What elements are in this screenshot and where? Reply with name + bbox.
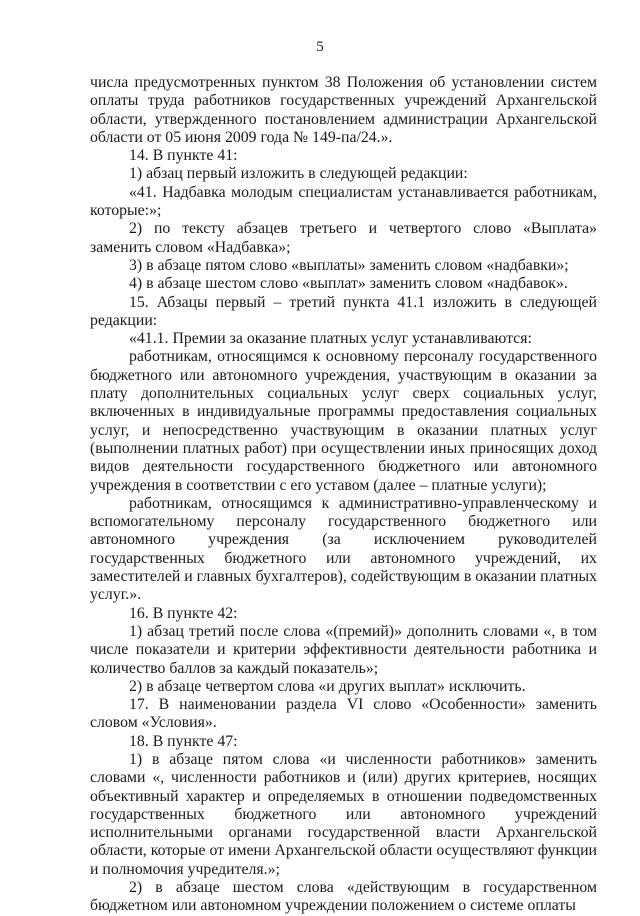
paragraph: 15. Абзацы первый – третий пункта 41.1 изложить в следующей редакции:	[90, 293, 597, 329]
paragraph: 1) в абзаце пятом слова «и численности работников» заменить словами «, численности работников и (или) других критериев, носящих объективный характер и определяемых в отношении подведомственных государственных бюджетного или автономного учреждений исполнительными органами государственной власти Архангельской области, которые от имени Архангельской области осуществляют функции и полномочия учредителя.»;	[90, 750, 597, 878]
paragraph: «41.1. Премии за оказание платных услуг устанавливаются:	[129, 330, 532, 348]
paragraph: 3) в абзаце пятом слово «выплаты» заменить словом «надбавки»;	[129, 256, 569, 274]
paragraph: работникам, относящимся к административно-управленческому и вспомогательному персоналу государственного бюджетного или автономного учреждения (за исключением руководителей государственных бюджетного или автономного учреждений, их заместителей и главных бухгалтеров), содействующим в оказании платных услуг.».	[90, 494, 597, 604]
page-number: 5	[316, 39, 324, 55]
paragraph: числа предусмотренных пунктом 38 Положения об установлении систем оплаты труда работников государственных учреждений Архангельской области, утвержденного постановлением администрации Архангельской области от 05 июня 2009 года № 149-па/24.».	[90, 74, 597, 146]
paragraph: 4) в абзаце шестом слово «выплат» заменить словом «надбавок».	[129, 275, 568, 293]
paragraph: 17. В наименовании раздела VI слово «Особенности» заменить словом «Условия».	[90, 696, 597, 732]
paragraph: 1) абзац первый изложить в следующей редакции:	[129, 165, 468, 183]
paragraph: работникам, относящимся к основному персоналу государственного бюджетного или автономного учреждения, участвующим в оказании за плату дополнительных социальных услуг сверх социальных услуг, включенных в индивидуальные программы предоставления социальных услуг, и непосредственно участвующим в оказании платных услуг (выполнении платных работ) при осуществлении иных приносящих доход видов деятельности государственного бюджетного или автономного учреждения в соответствии с его уставом (далее – платные услуги);	[90, 348, 597, 494]
paragraph: 2) в абзаце шестом слова «действующим в государственном бюджетном или автономном учреждении положением о системе оплаты	[90, 879, 597, 915]
paragraph: 14. В пункте 41:	[129, 147, 238, 165]
paragraph: «41. Надбавка молодым специалистам устанавливается работникам, которые:»;	[90, 183, 597, 220]
paragraph: 2) в абзаце четвертом слова «и других выплат» исключить.	[129, 677, 526, 695]
paragraph: 16. В пункте 42:	[129, 604, 238, 622]
paragraph: 2) по тексту абзацев третьего и четвертого слово «Выплата» заменить словом «Надбавка»;	[90, 220, 597, 256]
paragraph: 18. В пункте 47:	[129, 732, 238, 750]
document-body	[90, 74, 597, 916]
paragraph: 1) абзац третий после слова «(премий)» дополнить словами «, в том числе показатели и критерии эффективности деятельности работника и количество баллов за каждый показатель»;	[90, 622, 597, 677]
